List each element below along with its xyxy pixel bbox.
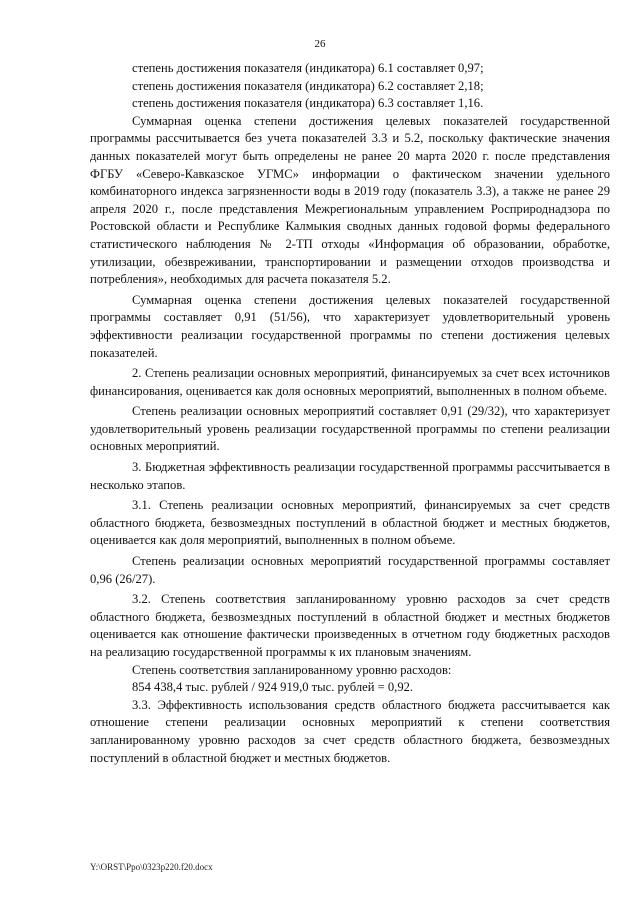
paragraph-section-3-2: 3.2. Степень соответствия запланированному уровню расходов за счет средств областного бюджета, безвозмездных поступлений в областной бюджет и местных бюджетов оценивается как отношение фактически произведенных в отчетном году бюджетных расходов на реализацию государственной программы к их плановым значениям. (90, 592, 610, 659)
paragraph-expense-formula: 854 438,4 тыс. рублей / 924 919,0 тыс. рублей = 0,92. (132, 680, 414, 695)
paragraph-section-3: 3. Бюджетная эффективность реализации государственной программы рассчитывается в несколько этапов. (90, 460, 610, 492)
paragraph-program-activities-degree: Степень реализации основных мероприятий государственной программы составляет 0,96 (26/27). (90, 554, 610, 586)
paragraph-activities-degree: Степень реализации основных мероприятий составляет 0,91 (29/32), что характеризует удовлетворительный уровень реализации государственной программы по степени реализации основных мероприятий. (90, 404, 610, 454)
footer-file-path: Y:\ORST\Ppo\0323p220.f20.docx (90, 862, 213, 872)
paragraph-expense-degree-label: Степень соответствия запланированному уровню расходов: (132, 662, 452, 677)
body-text (90, 60, 610, 767)
paragraph-indicator-6-2: степень достижения показателя (индикатора) 6.2 составляет 2,18; (132, 78, 484, 93)
paragraph-indicator-6-1: степень достижения показателя (индикатора) 6.1 составляет 0,97; (132, 61, 484, 75)
paragraph-summary-score: Суммарная оценка степени достижения целевых показателей государственной программы составляет 0,91 (51/56), что характеризует удовлетворительный уровень эффективности реализации государственной программы по степени достижения целевых показателей. (90, 292, 610, 360)
paragraph-indicator-6-3: степень достижения показателя (индикатора) 6.3 составляет 1,16. (132, 96, 484, 111)
paragraph-section-3-1: 3.1. Степень реализации основных мероприятий, финансируемых за счет средств областного бюджета, безвозмездных поступлений в областной бюджет и местных бюджетов, оценивается как доля мероприятий, выполненных в полном объеме. (90, 498, 610, 548)
paragraph-section-2: 2. Степень реализации основных мероприятий, финансируемых за счет всех источников финансирования, оценивается как доля основных мероприятий, выполненных в полном объеме. (90, 366, 610, 398)
paragraph-summary-exclusions: Суммарная оценка степени достижения целевых показателей государственной программы рассчитывается без учета показателей 3.3 и 5.2, поскольку фактические значения данных показателей могут быть определены не ранее 20 марта 2020 г. после представления ФГБУ «Северо-Кавказское УГМС» информации о фактическом значении удельного комбинаторного индекса загрязненности воды в 2019 году (показатель 3.3), а также не ранее 29 апреля 2020 г., после представления Межрегиональным управлением Росприроднадзора по Ростовской области и Республике Калмыкия сводных данных годовой формы федерального статистического наблюдения № 2-ТП отходы «Информация об образовании, обработке, утилизации, обезвреживании, транспортировании и размещении отходов производства и потребления», необходимых для расчета показателя 5.2. (90, 113, 610, 287)
page-number: 26 (314, 38, 326, 50)
paragraph-section-3-3: 3.3. Эффективность использования средств областного бюджета рассчитывается как отношение степени реализации основных мероприятий к степени соответствия запланированному уровню расходов за счет средств областного бюджета, безвозмездных поступлений в областной бюджет и местных бюджетов. (90, 697, 610, 765)
